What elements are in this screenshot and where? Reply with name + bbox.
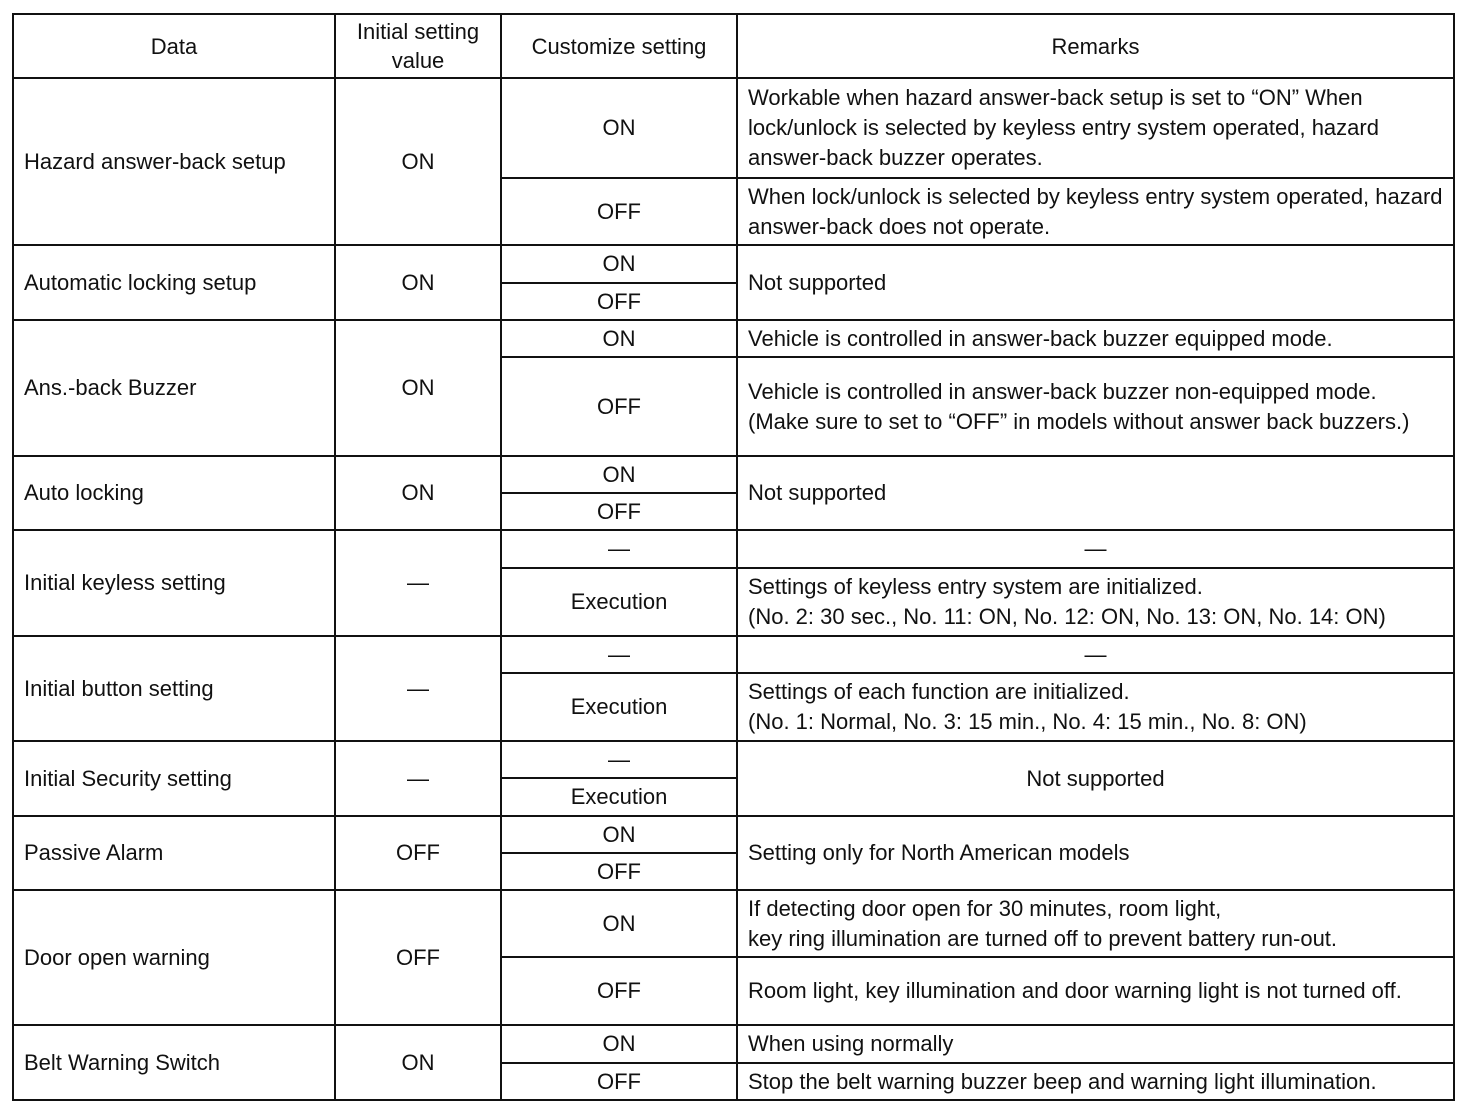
header-row (13, 14, 1454, 78)
initial-value-cell: — (335, 741, 501, 816)
remark-cell: When using normally (737, 1025, 1454, 1063)
remark-cell: Setting only for North American models (737, 816, 1454, 890)
customize-cell: Execution (501, 673, 737, 741)
table-row (13, 636, 1454, 673)
customize-cell: ON (501, 78, 737, 178)
remark-cell: Stop the belt warning buzzer beep and warning light illumination. (737, 1063, 1454, 1100)
initial-value-cell: ON (335, 245, 501, 320)
customize-cell: OFF (501, 178, 737, 245)
remark-cell (737, 673, 1454, 741)
initial-value-cell: OFF (335, 890, 501, 1025)
table-row (13, 741, 1454, 778)
data-cell: Passive Alarm (13, 816, 335, 890)
header-data: Data (13, 14, 335, 78)
customize-cell: Execution (501, 568, 737, 636)
data-cell: Automatic locking setup (13, 245, 335, 320)
customize-cell: ON (501, 245, 737, 283)
remark-cell: — (737, 636, 1454, 673)
header-customize-setting: Customize setting (501, 14, 737, 78)
customize-cell: ON (501, 816, 737, 853)
customize-cell: OFF (501, 493, 737, 530)
customize-cell: ON (501, 890, 737, 957)
customize-cell: Execution (501, 778, 737, 816)
table-row (13, 78, 1454, 178)
customize-cell: OFF (501, 853, 737, 890)
customize-cell: OFF (501, 957, 737, 1025)
remark-cell: Room light, key illumination and door warning light is not turned off. (737, 957, 1454, 1025)
remark-cell: Workable when hazard answer-back setup is set to “ON” When lock/unlock is selected by keyless entry system operated, hazard answer-back buzzer operates. (737, 78, 1454, 178)
initial-value-cell: — (335, 636, 501, 741)
remark-cell: When lock/unlock is selected by keyless entry system operated, hazard answer-back does not operate. (737, 178, 1454, 245)
customize-cell: — (501, 636, 737, 673)
data-cell: Belt Warning Switch (13, 1025, 335, 1100)
remark-line: Settings of each function are initialized. (748, 679, 1130, 704)
customize-cell: OFF (501, 1063, 737, 1100)
remark-line: If detecting door open for 30 minutes, room light, (748, 895, 1222, 921)
data-cell: Hazard answer-back setup (13, 78, 335, 245)
remark-line: Settings of keyless entry system are initialized. (748, 574, 1203, 599)
remark-line: (No. 2: 30 sec., No. 11: ON, No. 12: ON, No. 13: ON, No. 14: ON) (748, 604, 1386, 629)
data-cell: Auto locking (13, 456, 335, 530)
data-cell: Initial keyless setting (13, 530, 335, 636)
header-remarks: Remarks (737, 14, 1454, 78)
table-row (13, 245, 1454, 283)
customize-cell: — (501, 530, 737, 568)
table-row (13, 816, 1454, 853)
table-row (13, 530, 1454, 568)
remark-cell (737, 568, 1454, 636)
customize-cell: OFF (501, 357, 737, 456)
customize-cell: — (501, 741, 737, 778)
customize-cell: ON (501, 320, 737, 357)
initial-value-cell: ON (335, 78, 501, 245)
remark-cell: Not supported (737, 456, 1454, 530)
remark-line: (No. 1: Normal, No. 3: 15 min., No. 4: 15 min., No. 8: ON) (748, 709, 1307, 734)
customize-settings-table (12, 13, 1455, 1101)
data-cell: Initial Security setting (13, 741, 335, 816)
initial-value-cell: ON (335, 456, 501, 530)
customize-cell: ON (501, 1025, 737, 1063)
initial-value-cell: ON (335, 1025, 501, 1100)
initial-value-cell: OFF (335, 816, 501, 890)
remark-cell: Vehicle is controlled in answer-back buzzer equipped mode. (737, 320, 1454, 357)
remark-line: key ring illumination are turned off to prevent battery run-out. (748, 925, 1338, 951)
remark-cell: Not supported (737, 741, 1454, 816)
initial-value-cell: ON (335, 320, 501, 456)
initial-value-cell: — (335, 530, 501, 636)
header-initial-setting-value: Initial setting value (335, 14, 501, 78)
customize-cell: ON (501, 456, 737, 493)
remark-cell: — (737, 530, 1454, 568)
table-row (13, 456, 1454, 493)
data-cell: Door open warning (13, 890, 335, 1025)
table-row (13, 1025, 1454, 1063)
customize-cell: OFF (501, 283, 737, 320)
data-cell: Ans.-back Buzzer (13, 320, 335, 456)
table-row (13, 320, 1454, 357)
remark-cell: Vehicle is controlled in answer-back buzzer non-equipped mode. (Make sure to set to “OFF” in models without answer back buzzers.) (737, 357, 1454, 456)
table-row (13, 890, 1454, 957)
remark-cell: Not supported (737, 245, 1454, 320)
remark-cell (737, 890, 1454, 957)
data-cell: Initial button setting (13, 636, 335, 741)
